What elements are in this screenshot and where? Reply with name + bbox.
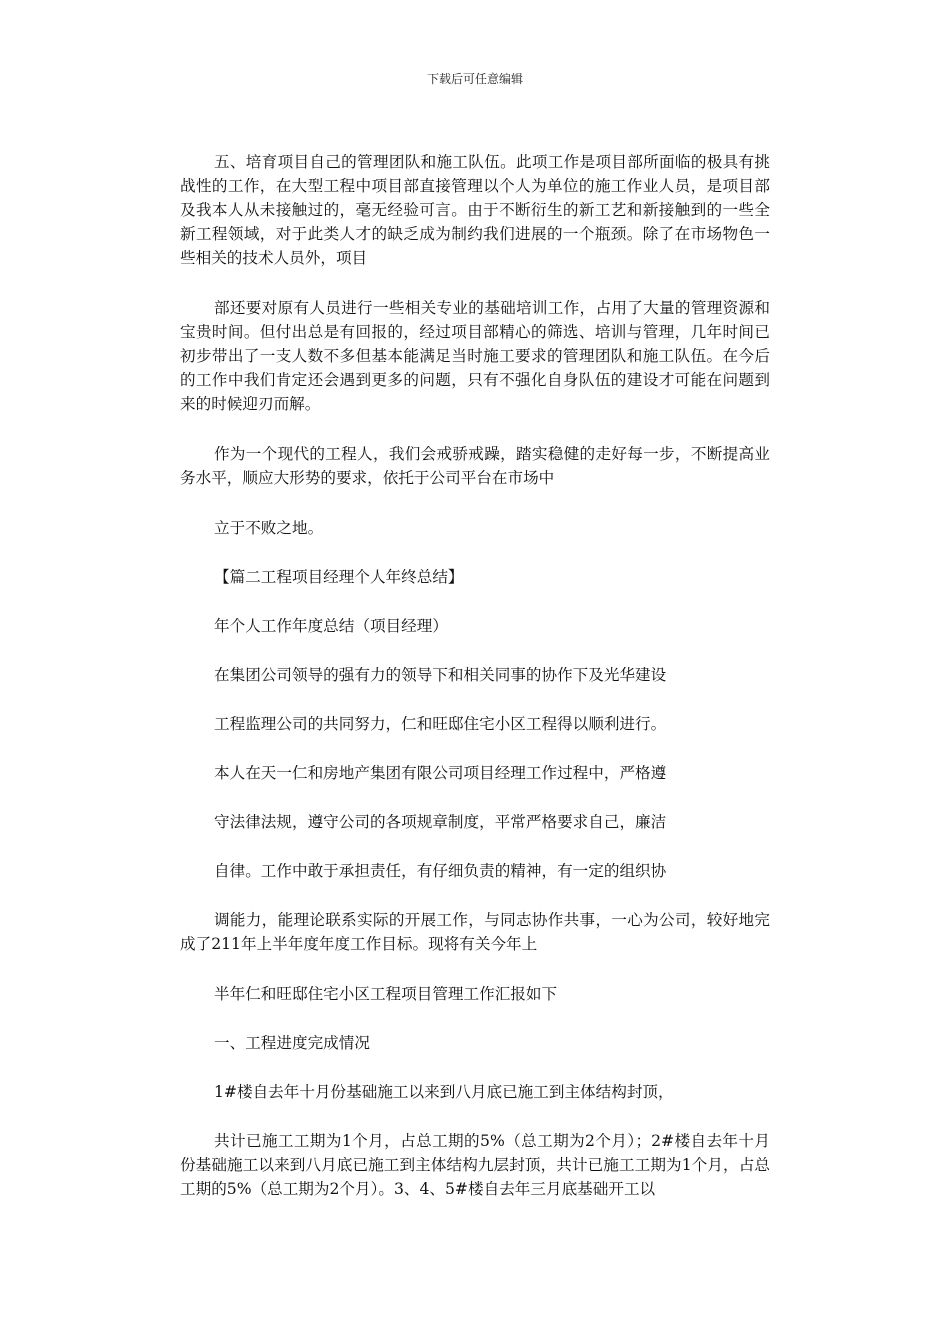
paragraph: 作为一个现代的工程人，我们会戒骄戒躁，踏实稳健的走好每一步，不断提高业务水平，顺应大形势的要求，依托于公司平台在市场中 xyxy=(180,445,770,487)
paragraph: 部还要对原有人员进行一些相关专业的基础培训工作，占用了大量的管理资源和宝贵时间。但付出总是有回报的，经过项目部精心的筛选、培训与管理，几年时间已初步带出了一支人数不多但基本能满足当时施工要求的管理团队和施工队伍。在今后的工作中我们肯定还会遇到更多的问题，只有不强化自身队伍的建设才可能在问题到来的时候迎刃而解。 xyxy=(180,299,770,413)
document-body xyxy=(180,150,770,1227)
paragraph: 在集团公司领导的强有力的领导下和相关同事的协作下及光华建设 xyxy=(214,666,667,684)
paragraph: 守法律法规，遵守公司的各项规章制度，平常严格要求自己，廉洁 xyxy=(214,813,667,831)
paragraph: 共计已施工工期为1个月，占总工期的5%（总工期为2个月）；2#楼自去年十月份基础施工以来到八月底已施工到主体结构九层封顶，共计已施工工期为1个月，占总工期的5%（总工期为2个月）。3、4、5#楼自去年三月底基础开工以 xyxy=(180,1132,770,1198)
paragraph: 五、培育项目自己的管理团队和施工队伍。此项工作是项目部所面临的极具有挑战性的工作，在大型工程中项目部直接管理以个人为单位的施工作业人员，是项目部及我本人从未接触过的，毫无经验可言。由于不断衍生的新工艺和新接触到的一些全新工程领域，对于此类人才的缺乏成为制约我们进展的一个瓶颈。除了在市场物色一些相关的技术人员外，项目 xyxy=(180,153,770,267)
page-header: 下载后可任意编辑 xyxy=(426,72,523,86)
paragraph: 半年仁和旺邸住宅小区工程项目管理工作汇报如下 xyxy=(214,985,558,1003)
subsection-heading: 一、工程进度完成情况 xyxy=(214,1034,370,1052)
paragraph: 调能力，能理论联系实际的开展工作，与同志协作共事，一心为公司，较好地完成了211年上半年度年度工作目标。现将有关今年上 xyxy=(180,911,770,953)
paragraph: 1#楼自去年十月份基础施工以来到八月底已施工到主体结构封顶， xyxy=(214,1083,674,1101)
paragraph: 本人在天一仁和房地产集团有限公司项目经理工作过程中，严格遵 xyxy=(214,764,667,782)
paragraph: 立于不败之地。 xyxy=(214,519,324,537)
summary-title: 年个人工作年度总结（项目经理） xyxy=(214,617,448,635)
paragraph: 工程监理公司的共同努力，仁和旺邸住宅小区工程得以顺利进行。 xyxy=(214,715,667,733)
section-heading: 【篇二工程项目经理个人年终总结】 xyxy=(214,568,464,586)
paragraph: 自律。工作中敢于承担责任，有仔细负责的精神，有一定的组织协 xyxy=(214,862,667,880)
